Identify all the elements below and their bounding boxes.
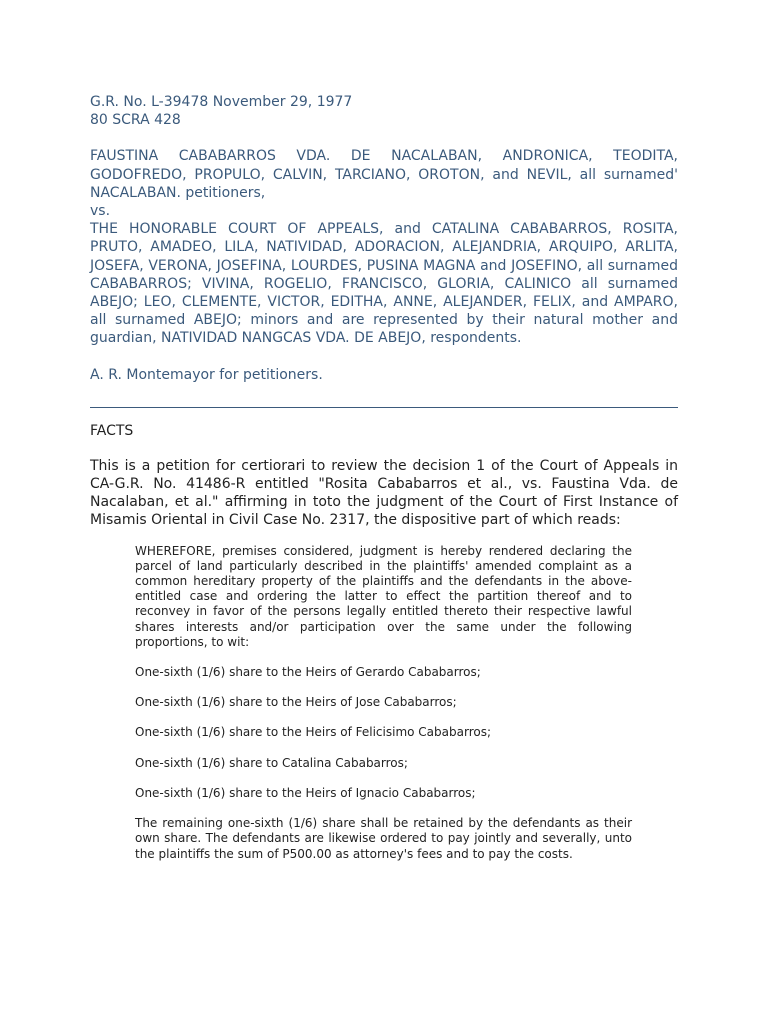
- respondents-text: THE HONORABLE COURT OF APPEALS, and CATALINA CABABARROS, ROSITA, PRUTO, AMADEO, LILA, NATIVIDAD, ADORACION, ALEJANDRIA, ARQUIPO, ARLITA, JOSEFA, VERONA, JOSEFINA, LOURDES, PUSINA MAGNA and JOSEFINO, all surnamed CABABARROS; VIVINA, ROGELIO, FRANCISCO, GLORIA, CALINICO all surnamed ABEJO; LEO, CLEMENTE, VICTOR, EDITHA, ANNE, ALEJANDER, FELIX, and AMPARO, all surnamed ABEJO; minors and are represented by their natural mother and guardian, NATIVIDAD NANGCAS VDA. DE ABEJO, respondents.: [90, 221, 678, 347]
- quote-share-line: One-sixth (1/6) share to the Heirs of Jose Cababarros;: [135, 695, 457, 710]
- scra-reference: 80 SCRA 428: [90, 112, 181, 129]
- document-page: [90, 93, 678, 877]
- case-citation: [90, 93, 678, 129]
- dispositive-quote: [135, 544, 632, 862]
- petitioners-text: FAUSTINA CABABARROS VDA. DE NACALABAN, ANDRONICA, TEODITA, GODOFREDO, PROPULO, CALVIN, TARCIANO, OROTON, and NEVIL, all surnamed' NACALABAN. petitioners,: [90, 148, 678, 201]
- facts-heading: FACTS: [90, 422, 134, 439]
- quote-share-line: One-sixth (1/6) share to the Heirs of Gerardo Cababarros;: [135, 665, 481, 680]
- versus-text: vs.: [90, 203, 111, 220]
- counsel-line: A. R. Montemayor for petitioners.: [90, 366, 323, 383]
- quote-share-line: One-sixth (1/6) share to the Heirs of Felicisimo Cababarros;: [135, 725, 491, 740]
- quote-wherefore-paragraph: WHEREFORE, premises considered, judgment is hereby rendered declaring the parcel of land particularly described in the plaintiffs' amended complaint as a common hereditary property of the plaintiffs and the defendants in the above-entitled case and ordering the latter to effect the partition thereof and to reconvey in favor of the persons legally entitled thereto their respective lawful shares interests and/or participation over the same under the following proportions, to wit:: [135, 543, 632, 649]
- gr-number: G.R. No. L-39478 November 29, 1977: [90, 94, 353, 110]
- facts-intro-paragraph: This is a petition for certiorari to review the decision 1 of the Court of Appeals in CA-G.R. No. 41486-R entitled "Rosita Cababarros et al., vs. Faustina Vda. de Nacalaban, et al." affirming in toto the judgment of the Court of First Instance of Misamis Oriental in Civil Case No. 2317, the dispositive part of which reads:: [90, 457, 678, 529]
- case-caption: [90, 147, 678, 347]
- quote-share-line: One-sixth (1/6) share to the Heirs of Ignacio Cababarros;: [135, 785, 476, 800]
- section-divider: [90, 407, 678, 408]
- quote-remaining-share-paragraph: The remaining one-sixth (1/6) share shall be retained by the defendants as their own share. The defendants are likewise ordered to pay jointly and severally, unto the plaintiffs the sum of P500.00 as attorney's fees and to pay the costs.: [135, 816, 632, 861]
- quote-share-line: One-sixth (1/6) share to Catalina Cababarros;: [135, 755, 408, 770]
